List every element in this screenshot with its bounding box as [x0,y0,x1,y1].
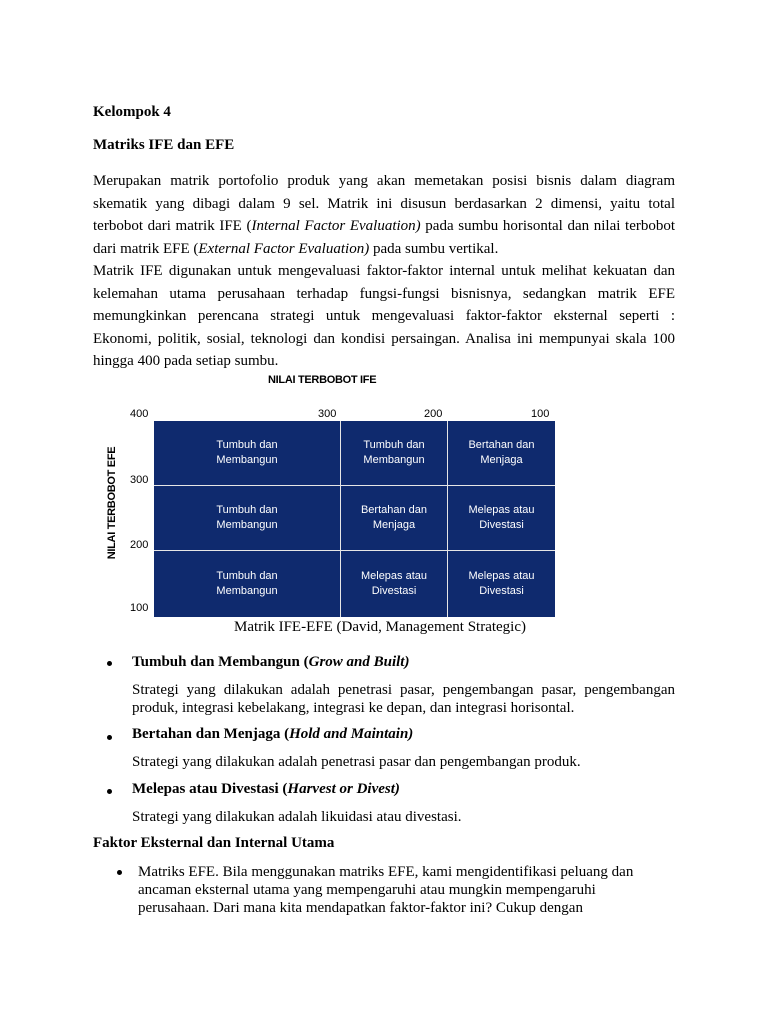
factors-line: ancaman eksternal utama yang mempengaruhi atau mungkin mempengaruhi [138,882,596,898]
cell-label: Tumbuh dan Membangun [216,439,278,466]
section-heading-factors: Faktor Eksternal dan Internal Utama [93,835,335,851]
factors-list-item [138,863,658,917]
bullet-icon [107,789,112,794]
cell-label: Melepas atau Divestasi [468,570,535,597]
strategy-title [132,781,400,798]
bullet-icon [107,735,112,740]
para1-line3-c: pada sumbu horisontal dan nilai terbobot [420,218,676,234]
strategy-description [132,808,675,826]
para2-line2: kelemahan utama perusahaan terhadap fungsi-fungsi bisnisnya, sedangkan matrik EFE [93,285,675,302]
group-heading: Kelompok 4 [93,104,171,120]
para2-line4: Ekonomi, politik, sosial, teknologi dan kondisi persaingan. Analisa ini mempunyai skala 100 [93,330,675,347]
strategy-title-italic: Grow and Built) [308,654,410,670]
para2-line5: hingga 400 pada setiap sumbu. [93,353,279,369]
matrix-cell [341,551,448,617]
matrix-x-title: NILAI TERBOBOT IFE [268,374,377,386]
matrix-caption: Matrik IFE-EFE (David, Management Strategic) [234,619,527,635]
cell-label: Tumbuh dan Membangun [216,504,278,531]
strategy-title-italic: Hold and Maintain) [289,726,414,742]
paragraph-ife [93,260,675,373]
para1-line4-a: dari matrik EFE ( [93,240,199,257]
cell-label: Bertahan dan Menjaga [468,439,535,466]
para1-line3-italic: Internal Factor Evaluation) [251,218,421,234]
para1-line4-italic: External Factor Evaluation) [198,240,370,257]
strategy-description [132,753,675,771]
y-tick-300: 300 [130,474,149,486]
para1-line4 [93,238,675,261]
strategy-title-italic: Harvest or Divest) [287,781,400,797]
cell-label: Bertahan dan Menjaga [360,504,428,531]
section-heading-matrix: Matriks IFE dan EFE [93,137,235,153]
strategy-title-text: Melepas atau Divestasi ( [132,781,288,797]
bullet-icon [107,661,112,666]
paragraph-intro [93,170,675,260]
strategy-title [132,726,413,743]
cell-label: Tumbuh dan Membangun [363,439,425,466]
strategy-title [132,654,409,671]
y-tick-100: 100 [130,602,149,614]
factors-line: perusahaan. Dari mana kita mendapatkan faktor-faktor ini? Cukup dengan [138,900,583,916]
matrix-cell [448,486,555,551]
matrix-y-title: NILAI TERBOBOT EFE [106,446,118,560]
para1-line3 [93,215,675,238]
strategy-title-text: Tumbuh dan Membangun ( [132,654,309,670]
matrix-cell [448,421,555,486]
matrix-grid [154,421,555,617]
para2-line1: Matrik IFE digunakan untuk mengevaluasi faktor-faktor internal untuk melihat kekuatan dan [93,263,675,279]
matrix-cell [341,486,448,551]
strategy-description [132,681,675,717]
strategy-desc-line: produk, integrasi kebelakang, integrasi ke depan, dan integrasi horisontal. [132,700,575,716]
para1-line2: skematik yang dibagi dalam 9 sel. Matrik ini disusun berdasarkan 2 dimensi, yaitu total [93,195,675,212]
para1-line1: Merupakan matrik portofolio produk yang akan memetakan posisi bisnis dalam diagram [93,173,675,189]
cell-label: Tumbuh dan Membangun [216,570,278,597]
strategy-desc-line: Strategi yang dilakukan adalah penetrasi pasar, pengembangan pasar, pengembangan [132,682,675,698]
matrix-cell [154,421,341,486]
matrix-cell [341,421,448,486]
para2-line3: memungkinkan perencana strategi untuk mengevaluasi faktor-faktor eksternal seperti : [93,308,675,324]
para1-line4-c: pada sumbu vertikal. [369,240,499,257]
matrix-cell [448,551,555,617]
y-tick-200: 200 [130,539,149,551]
x-tick-200: 200 [424,408,443,420]
cell-label: Melepas atau Divestasi [468,504,535,531]
x-tick-300: 300 [318,408,337,420]
matrix-cell [154,551,341,617]
cell-label: Melepas atau Divestasi [360,570,428,597]
strategy-desc-line: Strategi yang dilakukan adalah penetrasi pasar dan pengembangan produk. [132,754,581,770]
x-tick-400: 400 [130,408,149,420]
x-tick-100: 100 [531,408,550,420]
strategy-title-text: Bertahan dan Menjaga ( [132,726,290,742]
factors-line: Matriks EFE. Bila menggunakan matriks EFE, kami mengidentifikasi peluang dan [138,864,634,880]
bullet-icon [117,870,122,875]
para1-line3-a: terbobot dari matrik IFE ( [93,218,252,234]
matrix-cell [154,486,341,551]
strategy-desc-line: Strategi yang dilakukan adalah likuidasi atau divestasi. [132,809,462,825]
